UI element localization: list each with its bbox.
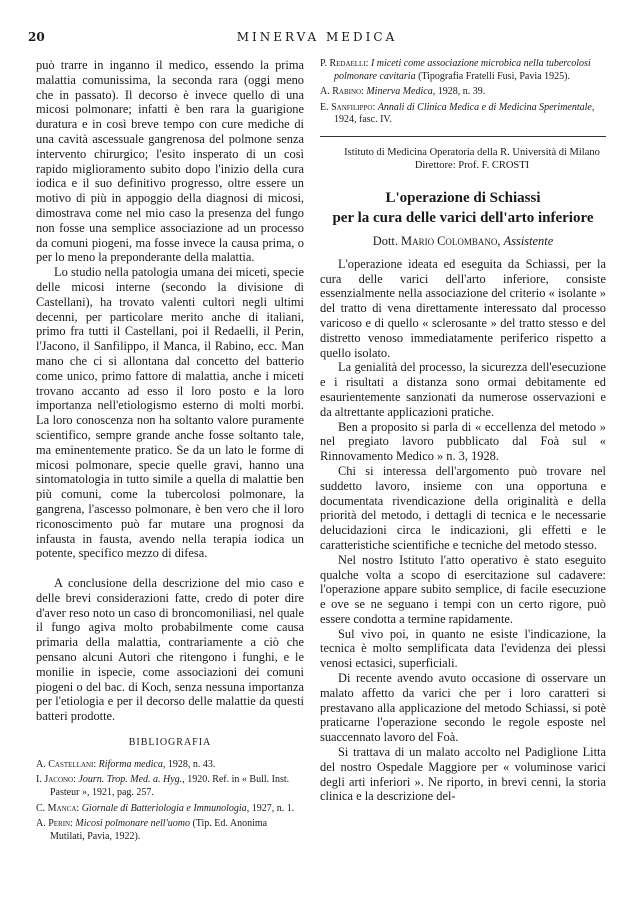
reference-item	[320, 58, 606, 83]
reference-details: , 1927, n. 1.	[246, 802, 295, 814]
journal-title: MINERVA MEDICA	[236, 30, 398, 44]
reference-item	[320, 102, 606, 127]
body-paragraph: Di recente avendo avuto occasione di osservare un malato affetto da varici che per i loro caratteri si prestavano alla applicazione del metodo Schiassi, si potè praticarne l'operazione secondo le regole esposte nel suaccennato lavoro del Foà.	[320, 671, 606, 745]
right-column	[320, 58, 606, 804]
left-column	[36, 58, 304, 846]
reference-author: A. Perin:	[36, 818, 73, 830]
body-paragraph: La genialità del processo, la sicurezza dell'esecuzione e i risultati a distanza sono ormai debitamente ed esaurientemente sanzionati da numerose osservazioni e da altrettante applicazioni pratiche.	[320, 360, 606, 419]
reference-author: A. Castellani:	[36, 758, 97, 770]
reference-details: (Tipografia Fratelli Fusi, Pavia 1925).	[415, 70, 570, 82]
body-paragraph: può trarre in inganno il medico, essendo la prima malattia comunissima, la seconda rara (oggi meno che in passato). Il decorso è invece quello di una micosi polmonare; infatti è ben rara la guarigione duratura e in così breve tempo con cure mediche di una cavità ascessuale gangrenosa del polmone senza intervento chirurgico; l'esito insperato di un così rapido miglioramento subito dopo l'inizio della cura iodica e il suo definitivo progresso, oltre essere un motivo di più in appoggio della diagnosi di micosi, dimostrava come nel mio caso la presenza del fungo non fosse una semplice associazione ad un processo da comuni piogeni, ma fosse invece la causa prima, o per lo meno la preponderante della malattia.	[36, 58, 304, 265]
reference-details: (Tip. Ed. Anonima Mutilati, Pavia, 1922).	[50, 818, 268, 842]
page-number: 20	[28, 30, 45, 44]
body-paragraph: A conclusione della descrizione del mio caso e delle brevi considerazioni fatte, credo di poter dire d'aver reso noto un caso di broncomoniliasi, nel quale il fungo agiva molto probabilmente come causa primaria della malattia, contrariamente a ciò che pensano alcuni Autori che ritengono i funghi, e le monilie in ispecie, come associazioni dei comuni piogeni o del bac. di Koch, senza nessuna importanza per l'etiologia e per il decorso delle malattie da questi batteri prodotte.	[36, 576, 304, 724]
reference-item	[36, 774, 304, 799]
byline-role: Assistente	[503, 233, 554, 248]
reference-title: Minerva Medica	[366, 86, 433, 98]
article-title-line-2: per la cura delle varici dell'arto inferiore	[332, 209, 594, 226]
body-paragraph: L'operazione ideata ed eseguita da Schiassi, per la cura delle varici dell'arto inferiore, consiste essenzialmente nella associazione del criterio « isolante » del tratto di vena direttamente interessato dal processo varicoso e di quello « sclerosante » del tratto stesso e del distretto venoso immediatamente periferico rispetto a quello isolato.	[320, 256, 606, 360]
reference-details: , 1928, n. 43.	[162, 758, 216, 770]
reference-author: P. Redaelli:	[320, 58, 369, 69]
reference-item	[36, 803, 304, 816]
institute-director: Direttore: Prof. F. CROSTI	[414, 159, 530, 171]
body-paragraph: Ben a proposito si parla di « eccellenza del metodo » nel pregiato lavoro pubblicato dal Foà sul « Rinnovamento Medico » n. 3, 1928.	[320, 419, 606, 464]
body-paragraph: Lo studio nella patologia umana dei miceti, specie delle micosi interne (secondo la divisione di Castellani), ha trovato valenti cultori negli ultimi decenni, per particolare merito anche di italiani, primo fra tutti il Castellani, poi il Redaelli, il Perin, l'Jacono, il Sanfilippo, il Manca, il Rabino, ecc. Man mano che ci si allontana dal concetto del batterio come unico, primo fattore di malattia, anche i miceti trovano accanto ad esso il loro posto e la loro importanza nell'etiologismo esterno di molti morbi. La loro conoscenza non ha soltanto valore puramente scientifico, sempre grande anche fosse soltanto tale, ma eminentemente pratico. Se da un lato le forme di micosi polmonare, specie quelle gravi, hanno una sintomatologia in tutto simile a quella di malattie ben più comuni, come la tubercolosi polmonare, la gangrena, l'ascesso polmonare, è ben vero che il loro riconoscimento può far mutare una prognosi da infausta in fausta, avendo nella terapia iodica un potente, specifico mezzo di difesa.	[36, 265, 304, 561]
reference-title: Micosi polmonare nell'uomo	[75, 818, 190, 830]
reference-details: , 1924, fasc. IV.	[334, 101, 595, 126]
reference-author: A. Rabino:	[320, 86, 364, 98]
byline-prefix: Dott.	[372, 233, 398, 248]
reference-title: Riforma medica	[98, 758, 163, 770]
bibliography-heading: BIBLIOGRAFIA	[128, 737, 212, 749]
institute-line: Istituto di Medicina Operatoria della R. Università di Milano	[344, 146, 600, 158]
page-header	[28, 30, 606, 48]
reference-author: E. Sanfilippo:	[320, 101, 376, 113]
section-divider	[320, 136, 606, 137]
author-byline	[320, 234, 606, 249]
reference-title: Annali di Clinica Medica e di Medicina Sperimentale	[377, 101, 592, 113]
reference-author: C. Manca:	[36, 802, 80, 814]
reference-item	[36, 818, 304, 843]
reference-details: , 1928, n. 39.	[432, 86, 486, 98]
body-paragraph: Nel nostro Istituto l'atto operativo è stato eseguito qualche volta a scopo di esercitazione sul cadavere: l'operazione appare subito semplice, di facile esecuzione e ove se ne seguano i tempi con un certo rigore, può essere condotta a termine rapidamente.	[320, 552, 606, 626]
reference-details: , 1920. Ref. in « Bull. Inst. Pasteur », 1921, pag. 257.	[50, 774, 290, 799]
reference-title: Journ. Trop. Med. a. Hyg.	[78, 774, 183, 786]
reference-item	[320, 86, 606, 99]
byline-name: Mario Colombano,	[401, 233, 501, 248]
body-paragraph: Chi si interessa dell'argomento può trovare nel suddetto lavoro, insieme con una opportuna e documentata rivendicazione della originalità e della priorità del metodo, i dettagli di tecnica e le necessarie delucidazioni circa le indicazioni, gli effetti e le caratteristiche scientifiche e tecniche del metodo stesso.	[320, 463, 606, 552]
reference-title: I miceti come associazione microbica nella tubercolosi polmonare cavitaria	[334, 58, 591, 82]
article-title-line-1: L'operazione di Schiassi	[385, 189, 541, 206]
body-paragraph: Sul vivo poi, in quanto ne esiste l'indicazione, la tecnica è molto semplificata data l'evidenza dei plessi venosi ectasici, superficiali.	[320, 626, 606, 671]
reference-title: Giornale di Batteriologia e Immunologia	[81, 802, 247, 814]
reference-item	[36, 759, 304, 772]
article-title	[320, 188, 606, 228]
body-paragraph: Si trattava di un malato accolto nel Padiglione Litta del nostro Ospedale Maggiore per « voluminose varici degli arti inferiori ». Ne riporto, in brevi cenni, la storia clinica e la descrizione del-	[320, 745, 606, 804]
reference-author: I. Jacono:	[36, 774, 76, 786]
